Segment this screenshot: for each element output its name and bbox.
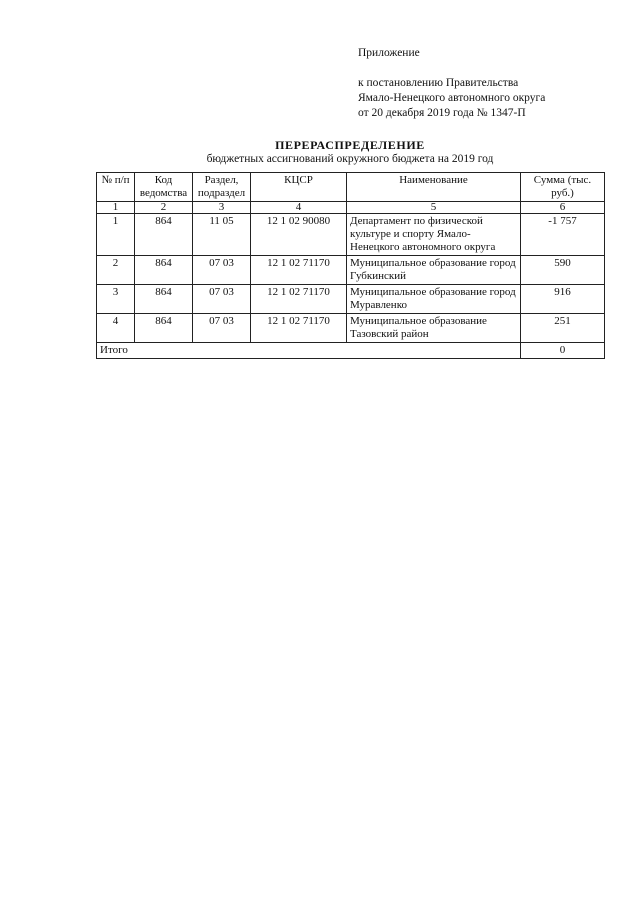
column-index-row bbox=[97, 202, 605, 214]
table-row bbox=[97, 285, 605, 314]
row-num: 4 bbox=[97, 314, 135, 343]
document-subtitle: бюджетных ассигнований окружного бюджета на 2019 год bbox=[206, 153, 494, 165]
appendix-label: Приложение bbox=[358, 47, 420, 59]
row-num: 2 bbox=[97, 256, 135, 285]
row-kcsr: 12 1 02 71170 bbox=[251, 256, 347, 285]
col-index: 2 bbox=[135, 202, 193, 214]
col-index: 4 bbox=[251, 202, 347, 214]
appendix-resolution: к постановлению Правительства bbox=[358, 77, 519, 89]
header-section: Раздел, подраздел bbox=[193, 173, 251, 202]
row-code: 864 bbox=[135, 256, 193, 285]
row-kcsr: 12 1 02 90080 bbox=[251, 214, 347, 256]
row-name: Муниципальное образование город Муравленко bbox=[347, 285, 521, 314]
row-sum: 251 bbox=[521, 314, 605, 343]
row-sum: 916 bbox=[521, 285, 605, 314]
table-row bbox=[97, 314, 605, 343]
table-header-row bbox=[97, 173, 605, 202]
table-row bbox=[97, 214, 605, 256]
row-num: 1 bbox=[97, 214, 135, 256]
row-name: Муниципальное образование Тазовский район bbox=[347, 314, 521, 343]
col-index: 3 bbox=[193, 202, 251, 214]
appendix-date-number: от 20 декабря 2019 года № 1347-П bbox=[358, 107, 526, 119]
row-code: 864 bbox=[135, 214, 193, 256]
row-sum: 590 bbox=[521, 256, 605, 285]
appendix-region: Ямало-Ненецкого автономного округа bbox=[358, 92, 546, 104]
row-name: Департамент по физической культуре и спорту Ямало-Ненецкого автономного округа bbox=[347, 214, 521, 256]
table-row bbox=[97, 256, 605, 285]
total-sum: 0 bbox=[521, 343, 605, 359]
row-section: 07 03 bbox=[193, 285, 251, 314]
appendix-header bbox=[358, 46, 545, 121]
total-row bbox=[97, 343, 605, 359]
total-label: Итого bbox=[97, 343, 521, 359]
row-section: 07 03 bbox=[193, 256, 251, 285]
title-block bbox=[96, 139, 604, 166]
col-index: 1 bbox=[97, 202, 135, 214]
appendix-gap bbox=[358, 61, 545, 76]
row-num: 3 bbox=[97, 285, 135, 314]
col-index: 6 bbox=[521, 202, 605, 214]
row-kcsr: 12 1 02 71170 bbox=[251, 285, 347, 314]
col-index: 5 bbox=[347, 202, 521, 214]
row-section: 11 05 bbox=[193, 214, 251, 256]
header-sum: Сумма (тыс. руб.) bbox=[521, 173, 605, 202]
header-code: Код ведомства bbox=[135, 173, 193, 202]
document-title: ПЕРЕРАСПРЕДЕЛЕНИЕ bbox=[275, 138, 425, 152]
header-kcsr: КЦСР bbox=[251, 173, 347, 202]
row-code: 864 bbox=[135, 285, 193, 314]
row-name: Муниципальное образование город Губкинский bbox=[347, 256, 521, 285]
row-code: 864 bbox=[135, 314, 193, 343]
header-num: № п/п bbox=[97, 173, 135, 202]
budget-table bbox=[96, 172, 605, 359]
row-sum: -1 757 bbox=[521, 214, 605, 256]
header-name: Наименование bbox=[347, 173, 521, 202]
row-section: 07 03 bbox=[193, 314, 251, 343]
row-kcsr: 12 1 02 71170 bbox=[251, 314, 347, 343]
